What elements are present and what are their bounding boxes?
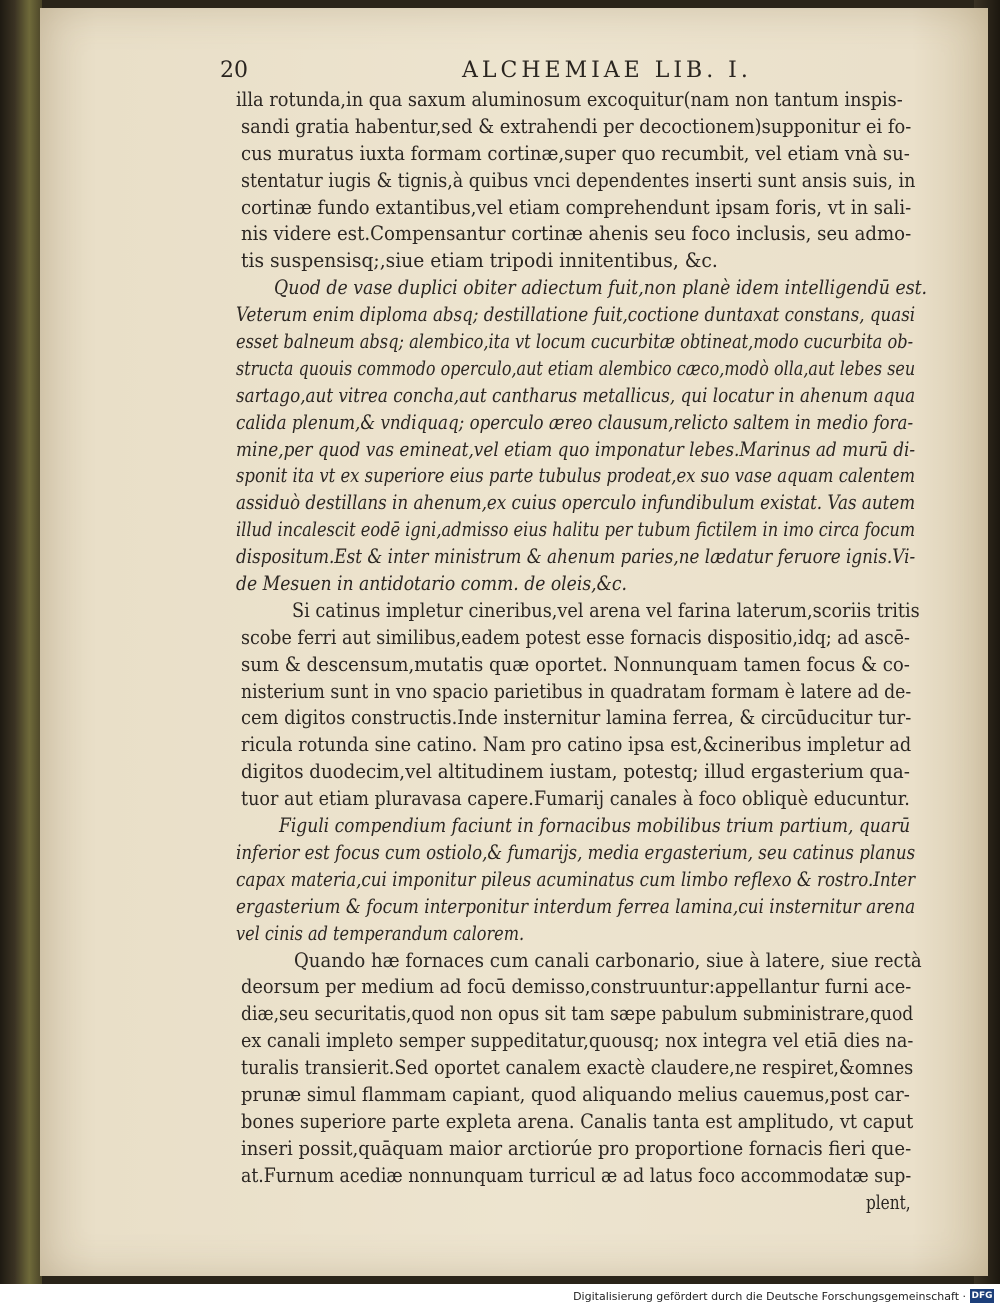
text-line [236, 409, 922, 436]
text-line [236, 1162, 922, 1189]
text-line-content: structa quouis commodo operculo,aut etiam alembico cæco,modò olla,aut lebes seu [236, 355, 916, 380]
text-line [236, 86, 922, 113]
text-line-content: sartago,aut vitrea concha,aut cantharus metallicus, qui locatur in ahenum aqua [236, 382, 916, 407]
text-line-content: digitos duodecim,vel altitudinem iustam, potestq; illud ergasterium qua- [241, 759, 910, 784]
text-line-content: inseri possit,quāquam maior arctiorúe pro proportione fornacis fieri que- [241, 1135, 912, 1160]
text-line-content: assiduò destillans in ahenum,ex cuius operculo infundibulum existat. Vas autem [236, 490, 916, 515]
folio-number: 20 [220, 58, 248, 83]
text-line-content: Quod de vase duplici obiter adiectum fuit,non planè idem intelligendū est. [274, 275, 928, 300]
text-line-content: de Mesuen in antidotario comm. de oleis,&c. [236, 571, 628, 596]
text-line-content: inferior est focus cum ostiolo,& fumarijs, media ergasterium, seu catinus planus [236, 839, 916, 864]
text-line-content: sandi gratia habentur,sed & extrahendi per decoctionem)supponitur ei fo- [241, 113, 912, 138]
text-line [236, 1054, 922, 1081]
text-line-content: illa rotunda,in qua saxum aluminosum excoquitur(nam non tantum inspis- [236, 87, 903, 111]
text-line-content: sponit ita vt ex superiore eius parte tubulus prodeat,ex suo vase aquam calentem [236, 463, 916, 488]
text-line [236, 893, 922, 920]
text-line [236, 839, 922, 866]
text-line-content: ex canali impleto semper suppeditatur,quousq; nox integra vel etiā dies na- [241, 1028, 914, 1053]
text-line [236, 947, 922, 974]
text-line-content: scobe ferri aut similibus,eadem potest esse fornacis dispositio,idq; ad ascē- [241, 624, 910, 649]
text-line [236, 973, 922, 1000]
text-line [236, 651, 922, 678]
text-line-content: nisterium sunt in vno spacio parietibus in quadratam formam è latere ad de- [241, 678, 912, 703]
text-line-content: vel cinis ad temperandum calorem. [236, 920, 525, 945]
text-line-content: turalis transierit.Sed oportet canalem exactè claudere,ne respiret,&omnes [241, 1055, 914, 1080]
text-line [236, 436, 922, 463]
text-line-content: plent, [866, 1189, 911, 1214]
text-line [236, 382, 922, 409]
text-line-content: Si catinus impletur cineribus,vel arena vel farina laterum,scoriis tritis [292, 597, 920, 622]
text-line-content: cus muratus iuxta formam cortinæ,super quo recumbit, vel etiam vnà su- [241, 140, 910, 165]
text-line-content: Figuli compendium faciunt in fornacibus mobilibus trium partium, quarū [279, 813, 911, 838]
dfg-logo: DFG [971, 1291, 993, 1301]
text-line [236, 516, 922, 543]
text-line [236, 462, 922, 489]
text-line-content: tuor aut etiam pluravasa capere.Fumarij canales à foco obliquè educuntur. [241, 786, 910, 811]
text-line-content: diæ,seu securitatis,quod non opus sit tam sæpe pabulum subministrare,quod [241, 1001, 914, 1026]
text-line [236, 113, 922, 140]
text-line-content: illud incalescit eodē igni,admisso eius halitu per tubum fictilem in imo circa focum [236, 517, 916, 542]
text-line [236, 570, 922, 597]
text-line [236, 731, 922, 758]
text-line [236, 812, 922, 839]
book-cover-left-edge [0, 0, 42, 1284]
text-line-content: dispositum.Est & inter ministrum & ahenum paries,ne lædatur feruore ignis.Vi- [236, 544, 916, 569]
text-line [236, 194, 922, 221]
text-line [236, 1108, 922, 1135]
text-line-content: at.Furnum acediæ nonnunquam turricul æ ad latus foco accommodatæ sup- [241, 1162, 912, 1187]
text-line [236, 543, 922, 570]
text-line-content: mine,per quod vas emineat,vel etiam quo imponatur lebes.Marinus ad murū di- [236, 436, 916, 461]
text-line [236, 1189, 922, 1216]
text-line [236, 355, 922, 382]
text-line [236, 704, 922, 731]
text-line-content: tis suspensisq;,siue etiam tripodi innitentibus, &c. [241, 248, 718, 273]
text-line [236, 920, 922, 947]
text-line-content: calida plenum,& vndiquaq; operculo æreo clausum,relicto saltem in medio fora- [236, 409, 914, 434]
footer-credit: Digitalisierung gefördert durch die Deutsche Forschungsgemeinschaft · [573, 1290, 966, 1303]
text-line [236, 220, 922, 247]
text-line-content: capax materia,cui imponitur pileus acuminatus cum limbo reflexo & rostro.Inter [236, 866, 916, 891]
text-line [236, 678, 922, 705]
text-line-content: Veterum enim diploma absq; destillatione fuit,coctione duntaxat constans, quasi [236, 302, 916, 327]
text-line [236, 866, 922, 893]
text-line [236, 247, 922, 274]
text-line-content: deorsum per medium ad focū demisso,construuntur:appellantur furni ace- [241, 974, 912, 999]
text-line [236, 140, 922, 167]
text-line [236, 301, 922, 328]
text-line-content: nis videre est.Compensantur cortinæ ahenis seu foco inclusis, seu admo- [241, 221, 912, 246]
text-line [236, 785, 922, 812]
text-line [236, 167, 922, 194]
text-line-content: Quando hæ fornaces cum canali carbonario, siue à latere, siue rectà [294, 947, 922, 972]
text-line [236, 489, 922, 516]
text-line-content: prunæ simul flammam capiant, quod aliquando melius cauemus,post car- [241, 1081, 910, 1106]
text-line [236, 1081, 922, 1108]
text-line-content: cortinæ fundo extantibus,vel etiam comprehendunt ipsam foris, vt in sali- [241, 194, 912, 219]
text-line [236, 758, 922, 785]
text-line-content: bones superiore parte expleta arena. Canalis tanta est amplitudo, vt caput [241, 1108, 914, 1133]
text-line [236, 624, 922, 651]
text-line [236, 1027, 922, 1054]
text-line [236, 1000, 922, 1027]
text-line [236, 597, 922, 624]
text-line [236, 274, 928, 301]
text-line-content: ergasterium & focum interponitur interdum ferrea lamina,cui insternitur arena [236, 893, 916, 918]
text-line-content: cem digitos constructis.Inde insternitur lamina ferrea, & circūducitur tur- [241, 705, 912, 730]
text-line [236, 1135, 922, 1162]
running-title: ALCHEMIAE LIB. I. [462, 58, 752, 83]
text-line-content: sum & descensum,mutatis quæ oportet. Nonnunquam tamen focus & co- [241, 651, 910, 676]
text-block [236, 86, 928, 1215]
page-header [220, 58, 920, 86]
text-line-content: ricula rotunda sine catino. Nam pro catino ipsa est,&cineribus impletur ad [241, 732, 912, 757]
text-line-content: esset balneum absq; alembico,ita vt locum cucurbitæ obtineat,modo cucurbita ob- [236, 329, 914, 354]
text-line-content: stentatur iugis & tignis,à quibus vnci dependentes inserti sunt ansis suis, in [241, 167, 916, 192]
footer-bar [0, 1284, 1000, 1310]
text-line [236, 328, 922, 355]
